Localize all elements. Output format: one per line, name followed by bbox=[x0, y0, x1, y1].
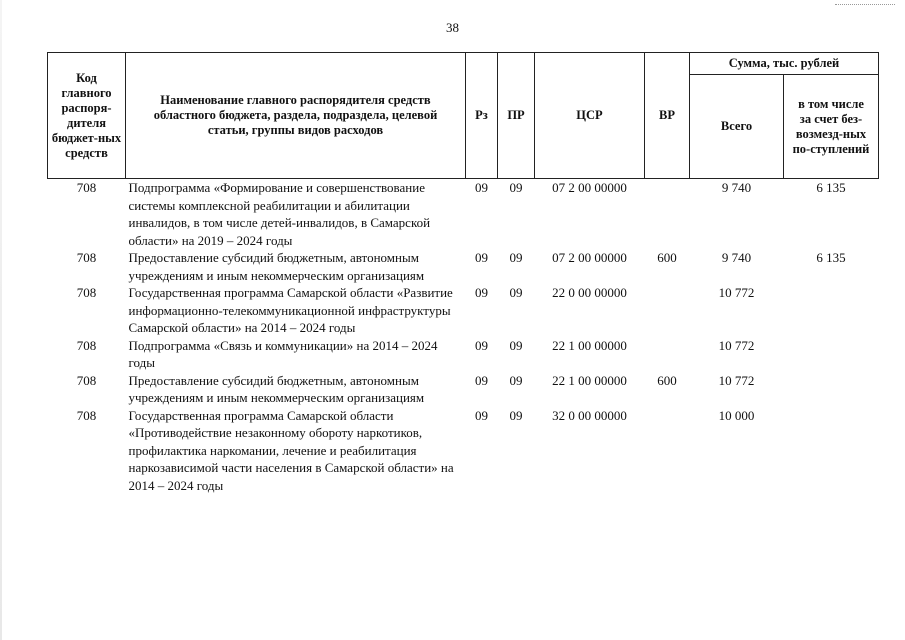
row-rz: 09 bbox=[475, 285, 488, 300]
row-total: 10 000 bbox=[718, 407, 755, 423]
row-csr: 22 0 00 00000 bbox=[552, 285, 627, 300]
budget-table bbox=[47, 52, 879, 494]
row-code: 708 bbox=[76, 337, 97, 353]
row-csr: 32 0 00 00000 bbox=[552, 407, 627, 423]
row-csr: 22 1 00 00000 bbox=[552, 372, 627, 388]
row-name: Государственная программа Самарской области «Противодействие незаконному обороту наркотиков, профилактика наркомании, лечение и реабилитация наркозависимой части населения в Самарской области» на 2014 – 2024 годы bbox=[128, 407, 454, 493]
row-total: 10 772 bbox=[718, 285, 755, 300]
page-number: 38 bbox=[446, 20, 459, 35]
header-code: Код главного распоря-дителя бюджет-ных средств bbox=[48, 53, 126, 179]
row-total: 10 772 bbox=[718, 372, 755, 388]
header-total: Всего bbox=[690, 75, 784, 179]
row-rz: 09 bbox=[475, 180, 488, 195]
row-vr bbox=[645, 284, 690, 337]
row-code: 708 bbox=[76, 407, 97, 423]
row-vr bbox=[645, 337, 690, 372]
scan-mark bbox=[835, 4, 895, 5]
row-csr: 22 1 00 00000 bbox=[552, 337, 627, 353]
row-name: Подпрограмма «Формирование и совершенствование системы комплексной реабилитации и абилитации инвалидов, в том числе детей-инвалидов, в Самарской области» на 2019 – 2024 годы bbox=[128, 180, 431, 248]
table-row bbox=[48, 179, 879, 250]
row-code: 708 bbox=[76, 372, 97, 388]
row-pr: 09 bbox=[509, 372, 523, 388]
row-name: Подпрограмма «Связь и коммуникации» на 2014 – 2024 годы bbox=[128, 337, 438, 370]
row-pr: 09 bbox=[509, 180, 523, 195]
row-incl: 6 135 bbox=[816, 250, 846, 265]
row-vr bbox=[645, 407, 690, 495]
row-name: Предоставление субсидий бюджетным, автономным учреждениям и иным некоммерческим организациям bbox=[128, 372, 425, 405]
scan-edge bbox=[0, 0, 2, 640]
row-total: 10 772 bbox=[718, 337, 755, 353]
table-row bbox=[48, 372, 879, 407]
table-row bbox=[48, 249, 879, 284]
row-vr bbox=[645, 179, 690, 250]
header-vr: ВР bbox=[645, 53, 690, 179]
header-sum: Сумма, тыс. рублей bbox=[690, 53, 879, 75]
row-vr: 600 bbox=[657, 250, 677, 265]
row-code: 708 bbox=[76, 180, 97, 195]
row-pr: 09 bbox=[509, 337, 523, 353]
header-pr: ПР bbox=[498, 53, 535, 179]
row-csr: 07 2 00 00000 bbox=[552, 250, 627, 265]
header-csr: ЦСР bbox=[535, 53, 645, 179]
row-total: 9 740 bbox=[721, 180, 752, 195]
row-incl bbox=[784, 284, 879, 337]
header-rz: Рз bbox=[466, 53, 498, 179]
row-pr: 09 bbox=[509, 250, 523, 265]
row-name: Государственная программа Самарской области «Развитие информационно-телекоммуникационной инфраструктуры Самарской области» на 2014 – 2024 годы bbox=[128, 285, 453, 335]
row-vr: 600 bbox=[657, 372, 677, 388]
row-code: 708 bbox=[76, 285, 97, 300]
row-name: Предоставление субсидий бюджетным, автономным учреждениям и иным некоммерческим организациям bbox=[128, 250, 425, 283]
row-code: 708 bbox=[76, 250, 97, 265]
row-rz: 09 bbox=[475, 407, 488, 423]
row-pr: 09 bbox=[509, 407, 523, 423]
row-total: 9 740 bbox=[721, 250, 752, 265]
table-body bbox=[48, 179, 879, 495]
table-row bbox=[48, 284, 879, 337]
header-incl: в том числе за счет без-возмезд-ных по-ступлений bbox=[784, 75, 879, 179]
row-incl bbox=[784, 337, 879, 372]
row-incl bbox=[784, 407, 879, 495]
row-rz: 09 bbox=[475, 337, 488, 353]
row-rz: 09 bbox=[475, 250, 488, 265]
table-row bbox=[48, 407, 879, 495]
header-name: Наименование главного распорядителя средств областного бюджета, раздела, подраздела, целевой статьи, группы видов расходов bbox=[126, 53, 466, 179]
row-incl: 6 135 bbox=[816, 180, 846, 195]
row-csr: 07 2 00 00000 bbox=[552, 180, 627, 195]
row-rz: 09 bbox=[475, 372, 488, 388]
row-incl bbox=[784, 372, 879, 407]
row-pr: 09 bbox=[509, 285, 523, 300]
table-row bbox=[48, 337, 879, 372]
